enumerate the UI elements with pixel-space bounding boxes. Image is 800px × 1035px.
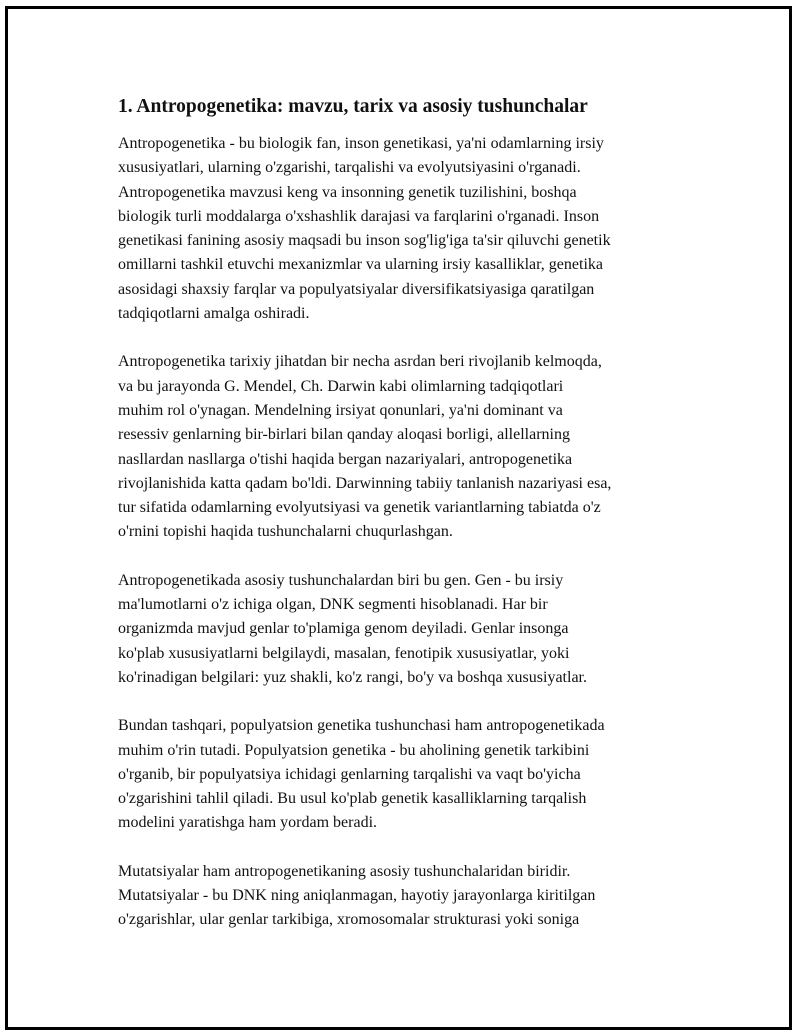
- text-line: rivojlanishida katta qadam bo'ldi. Darwinning tabiiy tanlanish nazariyasi esa,: [118, 474, 612, 492]
- text-line: Bundan tashqari, populyatsion genetika tushunchasi ham antropogenetikada: [118, 717, 605, 735]
- text-line: tur sifatida odamlarning evolyutsiyasi va genetik variantlarning tabiatda o'z: [118, 499, 601, 517]
- paragraph-definition: [118, 132, 698, 326]
- text-line: Antropogenetika mavzusi keng va insonning genetik tuzilishini, boshqa: [118, 183, 577, 201]
- text-line: muhim rol o'ynagan. Mendelning irsiyat qonunlari, ya'ni dominant va: [118, 401, 563, 419]
- text-line: genetikasi fanining asosiy maqsadi bu inson sog'lig'iga ta'sir qiluvchi genetik: [118, 232, 611, 250]
- text-line: omillarni tashkil etuvchi mexanizmlar va ularning irsiy kasalliklar, genetika: [118, 256, 603, 274]
- text-line: ko'plab xususiyatlarni belgilaydi, masalan, fenotipik xususiyatlar, yoki: [118, 644, 570, 662]
- paragraph-mutations: [118, 860, 698, 933]
- text-line: Mutatsiyalar ham antropogenetikaning asosiy tushunchalaridan biridir.: [118, 862, 571, 880]
- text-line: o'rganib, bir populyatsiya ichidagi genlarning tarqalishi va vaqt bo'yicha: [118, 765, 581, 783]
- paragraph-history: [118, 350, 698, 544]
- text-line: muhim o'rin tutadi. Populyatsion genetika - bu aholining genetik tarkibini: [118, 741, 590, 759]
- paragraph-gene: [118, 569, 698, 690]
- text-line: biologik turli moddalarga o'xshashlik darajasi va farqlarini o'rganadi. Inson: [118, 207, 600, 225]
- text-line: organizmda mavjud genlar to'plamiga genom deyiladi. Genlar insonga: [118, 620, 569, 638]
- text-line: o'rnini topishi haqida tushunchalarni chuqurlashgan.: [118, 523, 453, 541]
- text-line: xususiyatlari, ularning o'zgarishi, tarqalishi va evolyutsiyasini o'rganadi.: [118, 159, 581, 177]
- text-line: va bu jarayonda G. Mendel, Ch. Darwin kabi olimlarning tadqiqotlari: [118, 377, 564, 395]
- text-line: ko'rinadigan belgilari: yuz shakli, ko'z rangi, bo'y va boshqa xususiyatlar.: [118, 668, 587, 686]
- text-line: tadqiqotlarni amalga oshiradi.: [118, 305, 310, 323]
- text-line: o'zgarishlar, ular genlar tarkibiga, xromosomalar strukturasi yoki soniga: [118, 911, 580, 929]
- text-line: asosidagi shaxsiy farqlar va populyatsiyalar diversifikatsiyasiga qaratilgan: [118, 280, 595, 298]
- section-heading: 1. Antropogenetika: mavzu, tarix va asosiy tushunchalar: [118, 96, 588, 117]
- paragraph-population-genetics: [118, 714, 698, 835]
- document-body: [118, 94, 698, 957]
- text-line: modelini yaratishga ham yordam beradi.: [118, 814, 378, 832]
- text-line: ma'lumotlarni o'z ichiga olgan, DNK segmenti hisoblanadi. Har bir: [118, 596, 548, 614]
- text-line: o'zgarishini tahlil qiladi. Bu usul ko'plab genetik kasalliklarning tarqalish: [118, 790, 587, 808]
- text-line: Mutatsiyalar - bu DNK ning aniqlanmagan, hayotiy jarayonlarga kiritilgan: [118, 887, 596, 905]
- text-line: nasllardan nasllarga o'tishi haqida bergan nazariyalari, antropogenetika: [118, 450, 573, 468]
- text-line: Antropogenetikada asosiy tushunchalardan biri bu gen. Gen - bu irsiy: [118, 571, 564, 589]
- text-line: Antropogenetika - bu biologik fan, inson genetikasi, ya'ni odamlarning irsiy: [118, 135, 604, 152]
- text-line: resessiv genlarning bir-birlari bilan qanday aloqasi borligi, allellarning: [118, 426, 570, 444]
- text-line: Antropogenetika tarixiy jihatdan bir necha asrdan beri rivojlanib kelmoqda,: [118, 353, 602, 371]
